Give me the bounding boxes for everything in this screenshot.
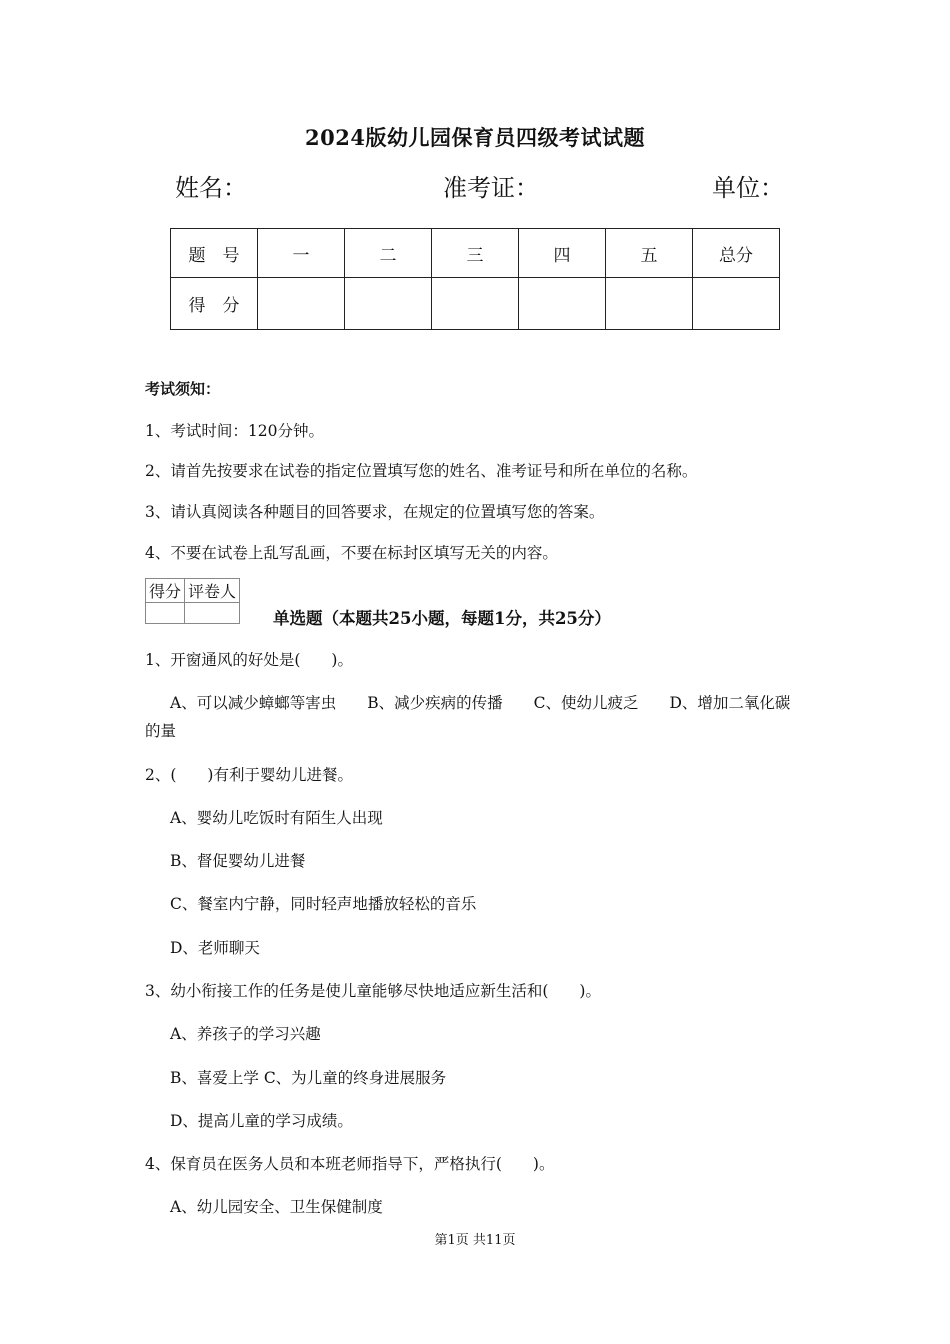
question-stem: 4、保育员在医务人员和本班老师指导下，严格执行( )。 [145, 1155, 555, 1173]
header-cell: 题 号 [171, 229, 258, 278]
score-table-score-row [171, 278, 780, 330]
score-cell[interactable] [519, 278, 606, 330]
score-cell[interactable] [693, 278, 780, 330]
question-stem: 3、幼小衔接工作的任务是使儿童能够尽快地适应新生活和( )。 [145, 982, 601, 1000]
score-cell[interactable] [432, 278, 519, 330]
score-cell[interactable] [258, 278, 345, 330]
grader-score-label: 得分 [146, 579, 185, 603]
notice-title: 考试须知： [145, 380, 221, 398]
question-option: D、提高儿童的学习成绩。 [170, 1112, 353, 1130]
section-title: 单选题（本题共25小题，每题1分，共25分） [273, 609, 611, 628]
grader-name-cell[interactable] [185, 603, 240, 624]
question-option: B、督促婴幼儿进餐 [170, 852, 306, 870]
notice-item: 1、考试时间：120分钟。 [145, 422, 324, 440]
header-cell: 二 [345, 229, 432, 278]
question-stem: 1、开窗通风的好处是( )。 [145, 651, 353, 669]
candidate-fields [175, 168, 785, 202]
notice-item: 2、请首先按要求在试卷的指定位置填写您的姓名、准考证号和所在单位的名称。 [145, 462, 698, 480]
question-option: A、婴幼儿吃饭时有陌生人出现 [170, 809, 383, 827]
header-cell: 三 [432, 229, 519, 278]
question-option: D、老师聊天 [170, 939, 260, 957]
grader-score-cell[interactable] [146, 603, 185, 624]
page-title: 2024版幼儿园保育员四级考试试题 [305, 125, 645, 150]
question-options-continued: 的量 [145, 722, 177, 740]
score-cell[interactable] [606, 278, 693, 330]
header-cell: 四 [519, 229, 606, 278]
question-option: C、餐室内宁静，同时轻声地播放轻松的音乐 [170, 895, 477, 913]
question-options: A、可以减少蟑螂等害虫 B、减少疾病的传播 C、使幼儿疲乏 D、增加二氧化碳 [170, 694, 791, 712]
exam-id-label: 准考证： [443, 174, 539, 202]
header-cell: 五 [606, 229, 693, 278]
score-cell[interactable] [345, 278, 432, 330]
header-cell: 总分 [693, 229, 780, 278]
score-table-header-row [171, 229, 780, 278]
notice-item: 4、不要在试卷上乱写乱画，不要在标封区填写无关的内容。 [145, 544, 558, 562]
page-footer: 第1页 共11页 [434, 1233, 516, 1248]
score-table [170, 228, 780, 330]
name-label: 姓名： [175, 174, 247, 202]
header-cell: 一 [258, 229, 345, 278]
question-option: A、养孩子的学习兴趣 [170, 1025, 321, 1043]
row-label-cell: 得 分 [171, 278, 258, 330]
question-option: B、喜爱上学 C、为儿童的终身进展服务 [170, 1069, 447, 1087]
unit-label: 单位： [712, 174, 784, 202]
grader-name-label: 评卷人 [185, 579, 240, 603]
question-stem: 2、( )有利于婴幼儿进餐。 [145, 766, 353, 784]
question-option: A、幼儿园安全、卫生保健制度 [170, 1198, 383, 1216]
grader-box [145, 578, 240, 624]
notice-item: 3、请认真阅读各种题目的回答要求，在规定的位置填写您的答案。 [145, 503, 605, 521]
